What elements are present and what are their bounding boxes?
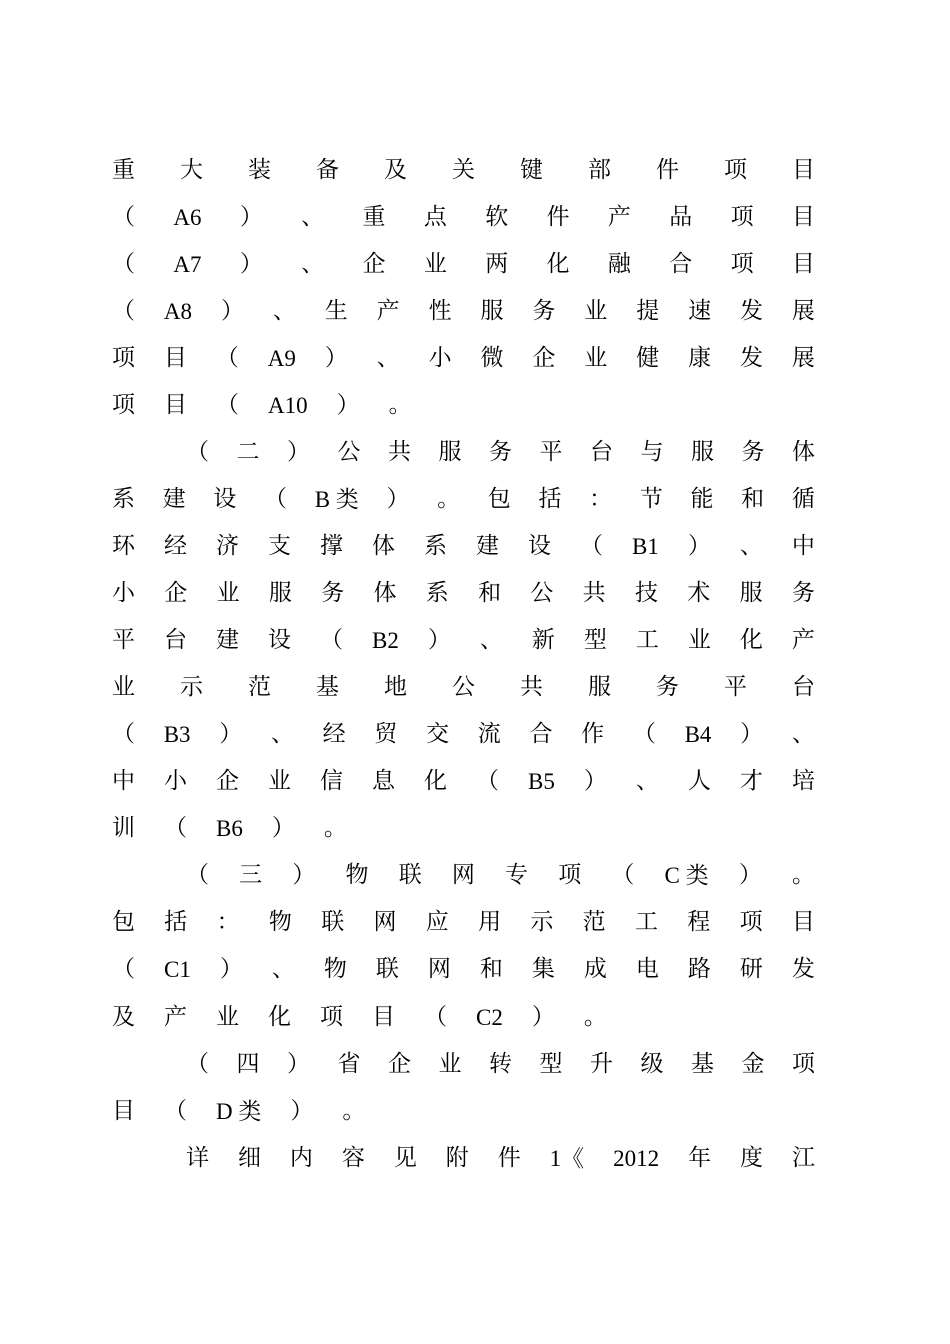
text-token: （ (611, 862, 635, 888)
text-token: 程 (687, 909, 711, 935)
text-token: 装 (248, 157, 271, 183)
text-token: A8 (163, 299, 193, 324)
text-token: （ (632, 721, 656, 747)
text-token: 项 (730, 251, 754, 277)
text-token: 键 (520, 157, 543, 183)
text-token: 物 (323, 956, 347, 982)
text-token: （ (164, 1098, 187, 1124)
text-token: 、 (301, 251, 325, 277)
text-token: 物 (268, 909, 292, 935)
text-token: A9 (267, 346, 296, 371)
text-line-4 (112, 288, 815, 335)
text-token: 康 (688, 345, 712, 371)
text-token: （ (164, 815, 187, 841)
text-line-17 (112, 899, 815, 946)
text-token: 重 (112, 157, 135, 183)
text-token: 交 (426, 721, 450, 747)
text-line-6 (112, 382, 815, 429)
text-token: 、 (376, 345, 400, 371)
text-token: 服 (691, 439, 714, 465)
text-token: 电 (635, 956, 659, 982)
text-token: B 类 (314, 487, 359, 512)
text-token: 目 (112, 1098, 135, 1124)
text-line-13 (112, 711, 815, 758)
text-token: 。 (323, 815, 347, 841)
text-token: 性 (428, 298, 452, 324)
text-token: 基 (691, 1051, 714, 1077)
text-token: 平 (724, 674, 747, 700)
text-token: ） (531, 1004, 555, 1030)
text-token: （ (186, 1051, 209, 1077)
text-token: 基 (316, 674, 339, 700)
text-token: 。 (791, 862, 815, 888)
text-token: 重 (362, 204, 386, 230)
text-token: 生 (324, 298, 348, 324)
text-line-3 (112, 241, 815, 288)
text-token: ） (427, 627, 451, 653)
text-token: 目 (791, 909, 815, 935)
text-token: 环 (112, 533, 135, 559)
text-token: 经 (322, 721, 346, 747)
text-token: 企 (216, 768, 239, 794)
text-token: 务 (532, 298, 556, 324)
text-token: 金 (741, 1051, 765, 1077)
text-token: 发 (740, 298, 763, 324)
text-token: 目 (372, 1004, 395, 1030)
text-line-10 (112, 570, 815, 617)
text-token: 企 (532, 345, 556, 371)
text-token: 项 (724, 157, 747, 183)
text-token: ） (738, 862, 762, 888)
text-token: 。 (437, 486, 461, 512)
text-token: ） (219, 721, 243, 747)
text-token: 台 (792, 674, 815, 700)
text-token: 品 (669, 204, 693, 230)
text-token: （ (112, 721, 135, 747)
text-token: 中 (791, 533, 815, 559)
text-token: ） (290, 1098, 314, 1124)
text-token: ： (589, 486, 613, 512)
text-token: 工 (634, 909, 658, 935)
text-token: ） (287, 439, 310, 465)
text-token: 体 (372, 533, 395, 559)
text-token: 应 (425, 909, 449, 935)
text-token: 技 (634, 580, 658, 606)
text-token: C2 (476, 1005, 503, 1030)
text-token: 集 (531, 956, 555, 982)
text-token: 件 (656, 157, 679, 183)
text-line-7 (186, 429, 815, 476)
text-token: 软 (485, 204, 509, 230)
text-token: 物 (345, 862, 369, 888)
text-token: ） (220, 298, 244, 324)
text-token: 件 (497, 1145, 521, 1171)
text-token: 、 (272, 298, 296, 324)
text-token: （ (186, 439, 209, 465)
text-token: （ (112, 204, 135, 230)
text-token: B6 (216, 816, 243, 841)
text-token: 中 (112, 768, 135, 794)
text-token: ） (219, 956, 243, 982)
text-token: （ (580, 533, 603, 559)
text-token: 服 (739, 580, 763, 606)
text-token: 联 (398, 862, 422, 888)
text-token: 服 (480, 298, 504, 324)
text-token: A10 (268, 393, 308, 418)
text-token: 括 (164, 909, 188, 935)
text-token: 化 (546, 251, 570, 277)
text-token: 才 (739, 768, 763, 794)
text-token: 产 (607, 204, 631, 230)
text-token: 备 (316, 157, 339, 183)
text-line-22 (186, 1135, 815, 1182)
text-token: 循 (791, 486, 815, 512)
text-token: 内 (289, 1145, 313, 1171)
text-token: ） (287, 1051, 310, 1077)
text-token: 小 (428, 345, 452, 371)
text-token: 二 (236, 439, 260, 465)
text-token: 范 (248, 674, 271, 700)
text-token: 与 (640, 439, 664, 465)
text-token: 共 (388, 439, 411, 465)
text-token: 目 (792, 157, 815, 183)
text-token: （ (215, 345, 239, 371)
text-token: 年 (688, 1145, 712, 1171)
text-token: 1《 (549, 1146, 585, 1171)
text-token: 工 (635, 627, 659, 653)
text-token: 企 (362, 251, 386, 277)
text-token: 建 (162, 486, 186, 512)
text-token: 两 (485, 251, 509, 277)
text-token: 度 (740, 1145, 764, 1171)
text-token: 项 (558, 862, 582, 888)
text-token: 服 (438, 439, 462, 465)
text-token: B3 (163, 722, 191, 747)
text-token: 项 (112, 392, 135, 418)
text-token: ） (740, 721, 764, 747)
text-token: ） (324, 345, 348, 371)
text-token: 项 (739, 909, 763, 935)
text-token: 作 (581, 721, 605, 747)
text-token: 能 (690, 486, 714, 512)
text-token: 容 (341, 1145, 365, 1171)
text-token: 。 (388, 392, 412, 418)
text-token: 提 (636, 298, 660, 324)
text-token: 务 (791, 580, 815, 606)
text-token: 设 (213, 486, 237, 512)
text-token: 服 (268, 580, 292, 606)
text-line-21 (112, 1088, 815, 1135)
text-token: 用 (478, 909, 502, 935)
text-token: 产 (164, 1004, 187, 1030)
text-token: 项 (320, 1004, 343, 1030)
text-token: （ (424, 1004, 447, 1030)
text-token: 目 (791, 251, 815, 277)
text-token: ） (386, 486, 410, 512)
text-token: 微 (480, 345, 504, 371)
text-token: 设 (268, 627, 291, 653)
text-token: （ (112, 956, 135, 982)
text-token: 三 (239, 862, 263, 888)
text-token: 新 (531, 627, 555, 653)
text-token: 转 (489, 1051, 512, 1077)
text-token: 企 (164, 580, 188, 606)
text-token: D 类 (216, 1099, 262, 1124)
text-token: ） (271, 815, 295, 841)
text-token: 建 (476, 533, 499, 559)
text-token: 江 (791, 1145, 815, 1171)
text-token: 务 (489, 439, 512, 465)
text-token: 见 (393, 1145, 417, 1171)
text-token: 术 (687, 580, 711, 606)
text-token: 公 (337, 439, 361, 465)
text-token: （ (112, 298, 135, 324)
text-line-20 (186, 1041, 815, 1088)
text-token: 建 (216, 627, 239, 653)
text-line-15 (112, 805, 815, 852)
text-token: ） (239, 204, 263, 230)
text-token: 目 (164, 392, 187, 418)
text-token: 示 (530, 909, 554, 935)
text-token: 级 (640, 1051, 664, 1077)
text-token: ） (239, 251, 263, 277)
text-token: 培 (791, 768, 815, 794)
text-token: 成 (583, 956, 607, 982)
text-token: 包 (112, 909, 135, 935)
text-token: （ (264, 486, 288, 512)
text-token: 化 (268, 1004, 291, 1030)
text-token: 、 (791, 721, 815, 747)
text-token: 服 (588, 674, 611, 700)
text-token: 济 (216, 533, 239, 559)
text-token: 及 (384, 157, 407, 183)
text-token: ： (216, 909, 240, 935)
text-token: 小 (112, 580, 135, 606)
text-token: 业 (584, 345, 608, 371)
text-line-14 (112, 758, 815, 805)
text-token: 目 (163, 345, 187, 371)
text-token: 业 (438, 1051, 462, 1077)
text-token: 、 (301, 204, 325, 230)
text-token: ） (687, 533, 711, 559)
text-token: 、 (271, 956, 295, 982)
text-token: 2012 (613, 1146, 660, 1171)
text-token: 贸 (374, 721, 398, 747)
text-token: 型 (539, 1051, 563, 1077)
text-line-12 (112, 664, 815, 711)
text-token: 产 (376, 298, 400, 324)
text-token: 和 (479, 956, 503, 982)
text-line-9 (112, 523, 815, 570)
text-token: 合 (669, 251, 693, 277)
text-token: 业 (423, 251, 447, 277)
text-token: 台 (164, 627, 187, 653)
text-token: 展 (791, 298, 815, 324)
text-token: 升 (590, 1051, 613, 1077)
text-token: B4 (684, 722, 712, 747)
text-token: 。 (583, 1004, 607, 1030)
text-line-19 (112, 994, 815, 1041)
text-token: ） (292, 862, 316, 888)
text-token: 项 (730, 204, 754, 230)
text-token: 发 (740, 345, 763, 371)
text-token: 示 (180, 674, 203, 700)
text-token: 关 (452, 157, 475, 183)
text-token: 、 (479, 627, 503, 653)
text-token: 共 (582, 580, 606, 606)
text-token: 速 (688, 298, 712, 324)
text-token: 和 (741, 486, 765, 512)
text-token: 产 (791, 627, 815, 653)
text-token: 详 (186, 1145, 209, 1171)
text-token: 平 (112, 627, 135, 653)
text-token: 网 (373, 909, 397, 935)
text-token: 公 (452, 674, 475, 700)
text-token: 台 (590, 439, 613, 465)
text-token: 撑 (320, 533, 343, 559)
text-line-5 (112, 335, 815, 382)
text-token: 公 (530, 580, 554, 606)
text-token: 型 (583, 627, 607, 653)
text-token: 业 (687, 627, 711, 653)
text-token: （ (320, 627, 343, 653)
text-token: 合 (529, 721, 553, 747)
text-token: 体 (792, 439, 815, 465)
text-token: 、 (739, 533, 763, 559)
text-token: 目 (791, 204, 815, 230)
text-token: 业 (268, 768, 291, 794)
text-token: 业 (112, 674, 135, 700)
text-token: 点 (423, 204, 447, 230)
text-token: 企 (388, 1051, 411, 1077)
text-token: 小 (164, 768, 187, 794)
text-token: 融 (607, 251, 631, 277)
text-token: 信 (320, 768, 343, 794)
text-token: 四 (236, 1051, 260, 1077)
text-line-11 (112, 617, 815, 664)
text-line-16 (186, 852, 815, 899)
text-token: 设 (528, 533, 551, 559)
text-token: 发 (791, 956, 815, 982)
text-line-18 (112, 946, 815, 993)
text-token: 项 (792, 1051, 815, 1077)
text-token: （ (112, 251, 135, 277)
text-token: 研 (739, 956, 763, 982)
text-token: 括 (538, 486, 562, 512)
text-token: 平 (539, 439, 563, 465)
text-token: 支 (268, 533, 291, 559)
text-line-8 (112, 476, 815, 523)
text-line-1 (112, 147, 815, 194)
text-token: 业 (216, 1004, 239, 1030)
text-token: 路 (687, 956, 711, 982)
text-token: 和 (478, 580, 502, 606)
text-token: B2 (372, 628, 399, 653)
text-token: B5 (528, 769, 555, 794)
text-line-2 (112, 194, 815, 241)
text-token: C1 (164, 957, 191, 982)
text-token: 系 (112, 486, 135, 512)
text-token: ） (583, 768, 607, 794)
text-token: 业 (216, 580, 240, 606)
text-token: 联 (321, 909, 345, 935)
text-token: 网 (427, 956, 451, 982)
text-token: 务 (656, 674, 679, 700)
text-token: 省 (337, 1051, 361, 1077)
text-token: 。 (342, 1098, 366, 1124)
text-token: 附 (445, 1145, 469, 1171)
text-token: B1 (632, 534, 659, 559)
text-token: 、 (635, 768, 659, 794)
text-token: 专 (505, 862, 529, 888)
text-token: 联 (375, 956, 399, 982)
text-token: 经 (164, 533, 187, 559)
text-token: 务 (741, 439, 765, 465)
text-token: 项 (112, 345, 135, 371)
text-token: 系 (424, 533, 447, 559)
text-token: 包 (487, 486, 511, 512)
text-token: 务 (321, 580, 345, 606)
text-token: 化 (739, 627, 763, 653)
text-token: 、 (270, 721, 294, 747)
text-token: ） (336, 392, 360, 418)
text-token: 节 (639, 486, 663, 512)
text-token: C 类 (664, 863, 709, 888)
text-token: 地 (384, 674, 407, 700)
text-token: 系 (425, 580, 449, 606)
text-token: 体 (373, 580, 397, 606)
text-token: 化 (424, 768, 447, 794)
text-token: 共 (520, 674, 543, 700)
text-token: 网 (451, 862, 475, 888)
text-token: 展 (791, 345, 815, 371)
text-token: （ (216, 392, 239, 418)
text-token: 息 (372, 768, 395, 794)
text-token: 训 (112, 815, 135, 841)
text-token: （ (186, 862, 209, 888)
text-token: 业 (584, 298, 608, 324)
text-token: 大 (180, 157, 203, 183)
text-token: A6 (173, 205, 202, 230)
text-token: （ (476, 768, 499, 794)
text-token: 健 (636, 345, 660, 371)
text-token: 人 (687, 768, 711, 794)
text-token: 细 (237, 1145, 261, 1171)
text-token: 范 (582, 909, 606, 935)
text-token: A7 (173, 252, 202, 277)
text-token: 件 (546, 204, 570, 230)
text-token: 部 (588, 157, 611, 183)
text-token: 及 (112, 1004, 135, 1030)
text-token: 流 (477, 721, 501, 747)
